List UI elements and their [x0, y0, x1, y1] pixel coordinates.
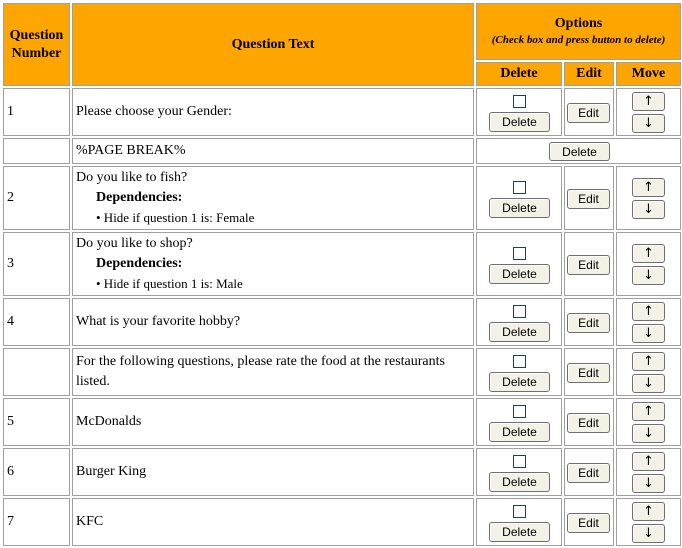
question-text: Please choose your Gender:: [76, 104, 232, 119]
row-4-edit-button[interactable]: Edit: [567, 313, 610, 333]
header-col-move-label: Move: [631, 66, 666, 81]
row-6-text: [72, 448, 474, 496]
row-instruction-move-up-button[interactable]: ↑: [632, 352, 665, 371]
row-3-move-cell: [616, 232, 681, 296]
row-2-edit-button[interactable]: Edit: [567, 189, 610, 209]
row-7-move-up-button[interactable]: ↑: [632, 502, 665, 521]
question-text: Burger King: [76, 464, 147, 479]
row-3-number: [3, 232, 70, 296]
row-1-delete-button[interactable]: Delete: [489, 112, 550, 132]
row-6-delete-button[interactable]: Delete: [489, 472, 550, 492]
header-question-number: [3, 3, 70, 86]
row-1-edit-button[interactable]: Edit: [567, 103, 610, 123]
row-7-delete-checkbox[interactable]: [513, 505, 526, 518]
row-number: 5: [7, 414, 14, 429]
row-6-edit-button[interactable]: Edit: [567, 463, 610, 483]
header-col-delete-label: Delete: [500, 66, 538, 81]
header-options-subtitle: (Check box and press button to delete): [491, 34, 666, 46]
row-6-move-down-button[interactable]: ↓: [632, 474, 665, 493]
row-2-delete-button[interactable]: Delete: [489, 198, 550, 218]
row-3-edit-button[interactable]: Edit: [567, 255, 610, 275]
row-6-move-up-button[interactable]: ↑: [632, 452, 665, 471]
row-instruction-text: [72, 348, 474, 396]
row-number: 6: [7, 464, 14, 479]
row-2-number: [3, 166, 70, 230]
row-2-move-down-button[interactable]: ↓: [632, 200, 665, 219]
row-number: 2: [7, 190, 14, 205]
row-4-move-up-button[interactable]: ↑: [632, 302, 665, 321]
dependencies-heading: Dependencies:: [96, 190, 183, 205]
row-1-move-up-button[interactable]: ↑: [632, 92, 665, 111]
row-instruction-delete-checkbox[interactable]: [513, 355, 526, 368]
row-7-text: [72, 498, 474, 546]
row-2-move-cell: [616, 166, 681, 230]
header-question-text: [72, 3, 474, 86]
row-instruction-delete-button[interactable]: Delete: [489, 372, 550, 392]
header-col-edit-label: Edit: [576, 66, 602, 81]
row-3-text: [72, 232, 474, 296]
row-3-move-up-button[interactable]: ↑: [632, 244, 665, 263]
row-number: 4: [7, 314, 14, 329]
header-question-text-label: Question Text: [231, 36, 315, 52]
row-7-number: [3, 498, 70, 546]
row-pagebreak-number: [3, 138, 70, 164]
row-7-move-down-button[interactable]: ↓: [632, 524, 665, 543]
row-number: 7: [7, 514, 14, 529]
row-3-delete-button[interactable]: Delete: [489, 264, 550, 284]
header-options-title: Options: [554, 16, 603, 31]
row-7-edit-button[interactable]: Edit: [567, 513, 610, 533]
header-col-move: [616, 62, 681, 86]
row-3-move-down-button[interactable]: ↓: [632, 266, 665, 285]
row-1-number: [3, 88, 70, 136]
row-6-number: [3, 448, 70, 496]
row-4-delete-checkbox[interactable]: [513, 305, 526, 318]
header-col-delete: [476, 62, 562, 86]
row-5-number: [3, 398, 70, 446]
row-5-delete-button[interactable]: Delete: [489, 422, 550, 442]
question-text: KFC: [76, 514, 104, 529]
row-4-number: [3, 298, 70, 346]
row-6-delete-checkbox[interactable]: [513, 455, 526, 468]
dependency-item: • Hide if question 1 is: Male: [96, 276, 243, 291]
question-text: For the following questions, please rate the food at the restaurants listed.: [76, 354, 445, 389]
row-4-delete-button[interactable]: Delete: [489, 322, 550, 342]
question-text: Do you like to shop?: [76, 236, 193, 251]
row-5-delete-checkbox[interactable]: [513, 405, 526, 418]
header-col-edit: [564, 62, 614, 86]
row-5-move-up-button[interactable]: ↑: [632, 402, 665, 421]
row-pagebreak-delete-button[interactable]: Delete: [549, 142, 610, 161]
question-text: What is your favorite hobby?: [76, 314, 241, 329]
row-3-delete-checkbox[interactable]: [513, 247, 526, 260]
row-instruction-number: [3, 348, 70, 396]
row-7-delete-button[interactable]: Delete: [489, 522, 550, 542]
row-instruction-move-down-button[interactable]: ↓: [632, 374, 665, 393]
page-break-text: %PAGE BREAK%: [76, 143, 186, 158]
row-instruction-edit-button[interactable]: Edit: [567, 363, 610, 383]
question-text: Do you like to fish?: [76, 170, 188, 185]
row-2-move-up-button[interactable]: ↑: [632, 178, 665, 197]
row-number: 3: [7, 256, 14, 271]
row-1-text: [72, 88, 474, 136]
question-text: McDonalds: [76, 414, 142, 429]
row-4-move-down-button[interactable]: ↓: [632, 324, 665, 343]
row-1-move-down-button[interactable]: ↓: [632, 114, 665, 133]
dependency-item: • Hide if question 1 is: Female: [96, 210, 255, 225]
row-5-edit-button[interactable]: Edit: [567, 413, 610, 433]
row-4-text: [72, 298, 474, 346]
row-2-delete-checkbox[interactable]: [513, 181, 526, 194]
header-question-number-label: Question Number: [9, 27, 64, 61]
row-pagebreak-text: [72, 138, 474, 164]
row-2-text: [72, 166, 474, 230]
row-number: 1: [7, 104, 14, 119]
row-5-move-down-button[interactable]: ↓: [632, 424, 665, 443]
dependencies-heading: Dependencies:: [96, 256, 183, 271]
row-5-text: [72, 398, 474, 446]
header-options: [476, 3, 681, 60]
row-1-delete-checkbox[interactable]: [513, 95, 526, 108]
